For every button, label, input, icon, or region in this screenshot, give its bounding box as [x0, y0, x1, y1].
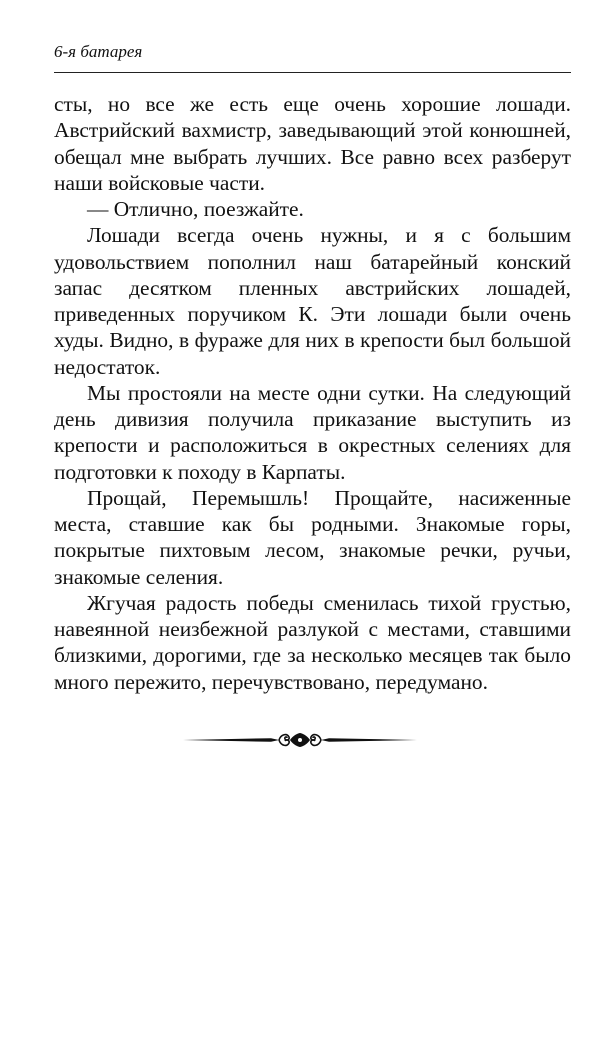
paragraph: сты, но все же есть еще очень хорошие лошади. Австрийский вахмистр, заведывающий этой конюшней, обещал мне выбрать лучших. Все равно всех разберут наши войсковые части.	[54, 92, 571, 195]
paragraph: Прощай, Перемышль! Прощайте, насиженные места, ставшие как бы родными. Знакомые горы, покрытые пихтовым лесом, знакомые речки, ручьи, знакомые селения.	[54, 485, 571, 589]
paragraph: Жгучая радость победы сменилась тихой грустью, навеянной неизбежной разлукой с местами, ставшими близкими, дорогими, где за несколько месяцев так было много пережито, перечувствовано, передумано.	[54, 590, 571, 694]
paragraph: Мы простояли на месте одни сутки. На следующий день дивизия получила приказание выступить из крепости и расположиться в окрестных селениях для подготовки к походу в Карпаты.	[54, 380, 571, 484]
page-body	[54, 91, 571, 695]
section-end-ornament-icon	[183, 728, 417, 752]
running-header	[54, 42, 142, 62]
header-rule	[54, 72, 571, 73]
paragraph: — Отлично, поезжайте.	[87, 197, 304, 221]
paragraph: Лошади всегда очень нужны, и я с большим удовольствием пополнил наш батарейный конский запас десятком пленных австрийских лошадей, приведенных поручиком К. Эти лошади были очень худы. Видно, в фураже для них в крепости был большой недостаток.	[54, 223, 571, 379]
running-title: 6-я батарея	[54, 42, 143, 61]
